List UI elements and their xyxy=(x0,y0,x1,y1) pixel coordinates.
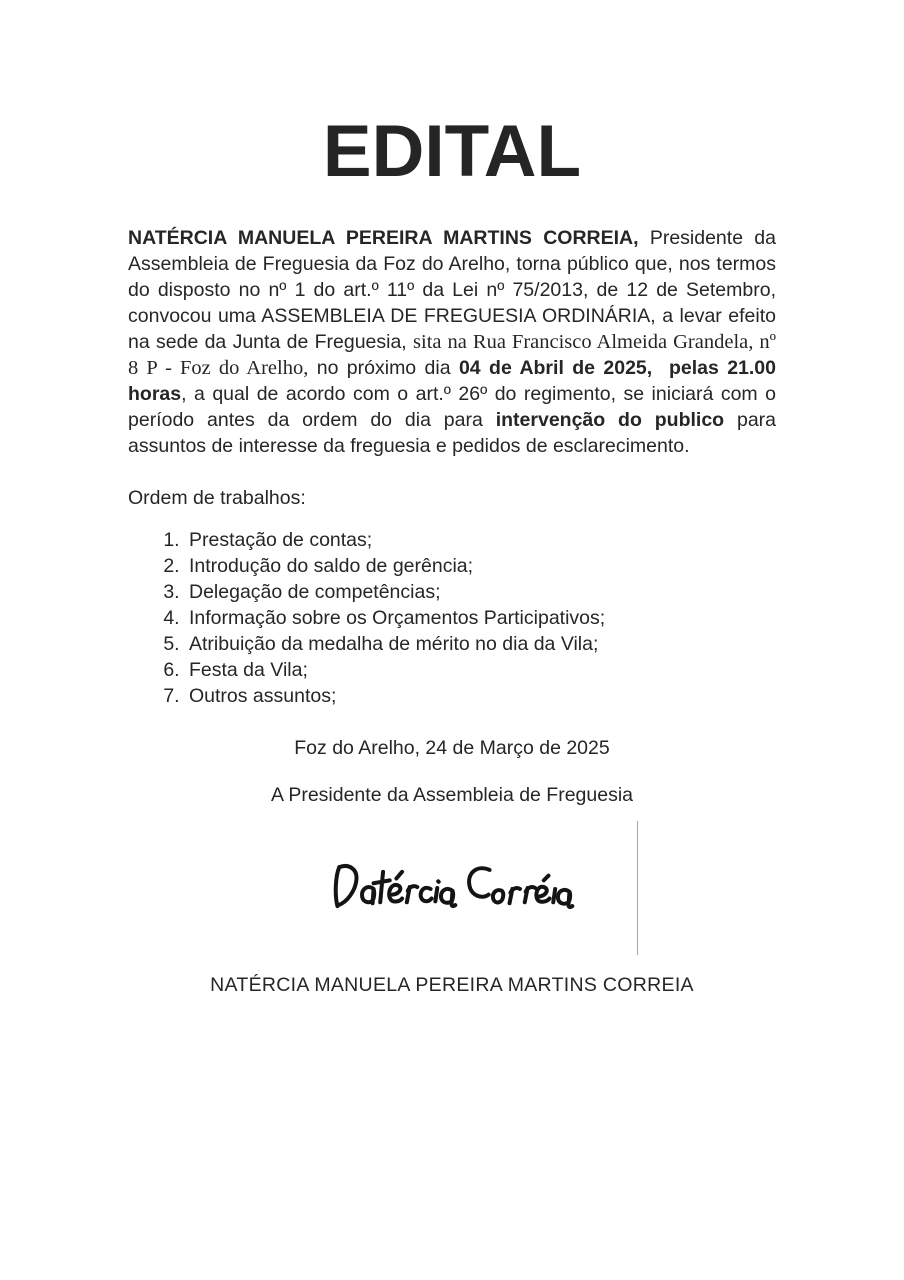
agenda-list xyxy=(0,527,776,709)
agenda-item-label: Prestação de contas; xyxy=(189,528,373,551)
signature-handwriting xyxy=(326,854,578,922)
document-title: EDITAL xyxy=(322,111,582,192)
vertical-separator-line xyxy=(637,821,638,955)
agenda-item xyxy=(185,605,776,631)
notice-paragraph xyxy=(128,225,782,459)
agenda-item-label: Introdução do saldo de gerência; xyxy=(189,554,474,577)
agenda-item-label: Informação sobre os Orçamentos Participativos; xyxy=(189,606,606,629)
paragraph-segment: para assuntos de interesse da freguesia e pedidos de esclarecimento. xyxy=(128,408,777,457)
agenda-item xyxy=(185,631,776,657)
agenda-heading: Ordem de trabalhos: xyxy=(128,486,306,509)
paragraph-segment: , a qual de acordo com o art.º 26º do regimento, se iniciará com o período antes da ordem do dia para xyxy=(128,382,776,431)
agenda-item xyxy=(185,527,776,553)
agenda-item xyxy=(185,657,776,683)
paragraph-segment: Presidente da Assembleia de Freguesia da Foz do Arelho, torna público que, nos termos do disposto no nº 1 do art.º 11º da Lei nº 75/2013, de 12 de Setembro, convocou uma ASSEMBLEIA DE FREGUESIA ORDINÁRIA, a levar efeito na sede da Junta de Freguesia, xyxy=(128,226,776,353)
signatory-name-bold: NATÉRCIA MANUELA PEREIRA MARTINS CORREIA, xyxy=(128,226,639,249)
agenda-item-label: Delegação de competências; xyxy=(189,580,441,603)
public-intervention-bold: intervenção do publico xyxy=(495,408,725,431)
agenda-item-label: Outros assuntos; xyxy=(189,684,337,707)
signatory-full-name: NATÉRCIA MANUELA PEREIRA MARTINS CORREIA xyxy=(210,973,694,996)
paragraph-segment: no próximo dia xyxy=(308,356,459,379)
signatory-title: A Presidente da Assembleia de Freguesia xyxy=(270,783,634,806)
agenda-item-label: Atribuição da medalha de mérito no dia da Vila; xyxy=(189,632,599,655)
meeting-datetime-bold: 04 de Abril de 2025, pelas 21.00 horas xyxy=(128,356,782,405)
place-date-line: Foz do Arelho, 24 de Março de 2025 xyxy=(294,736,610,759)
agenda-item xyxy=(185,683,776,709)
address-serif-segment: sita na Rua Francisco Almeida Grandela, nº 8 P - Foz do Arelho, xyxy=(128,330,776,379)
agenda-item xyxy=(185,553,776,579)
agenda-item xyxy=(185,579,776,605)
agenda-item-label: Festa da Vila; xyxy=(189,658,308,681)
